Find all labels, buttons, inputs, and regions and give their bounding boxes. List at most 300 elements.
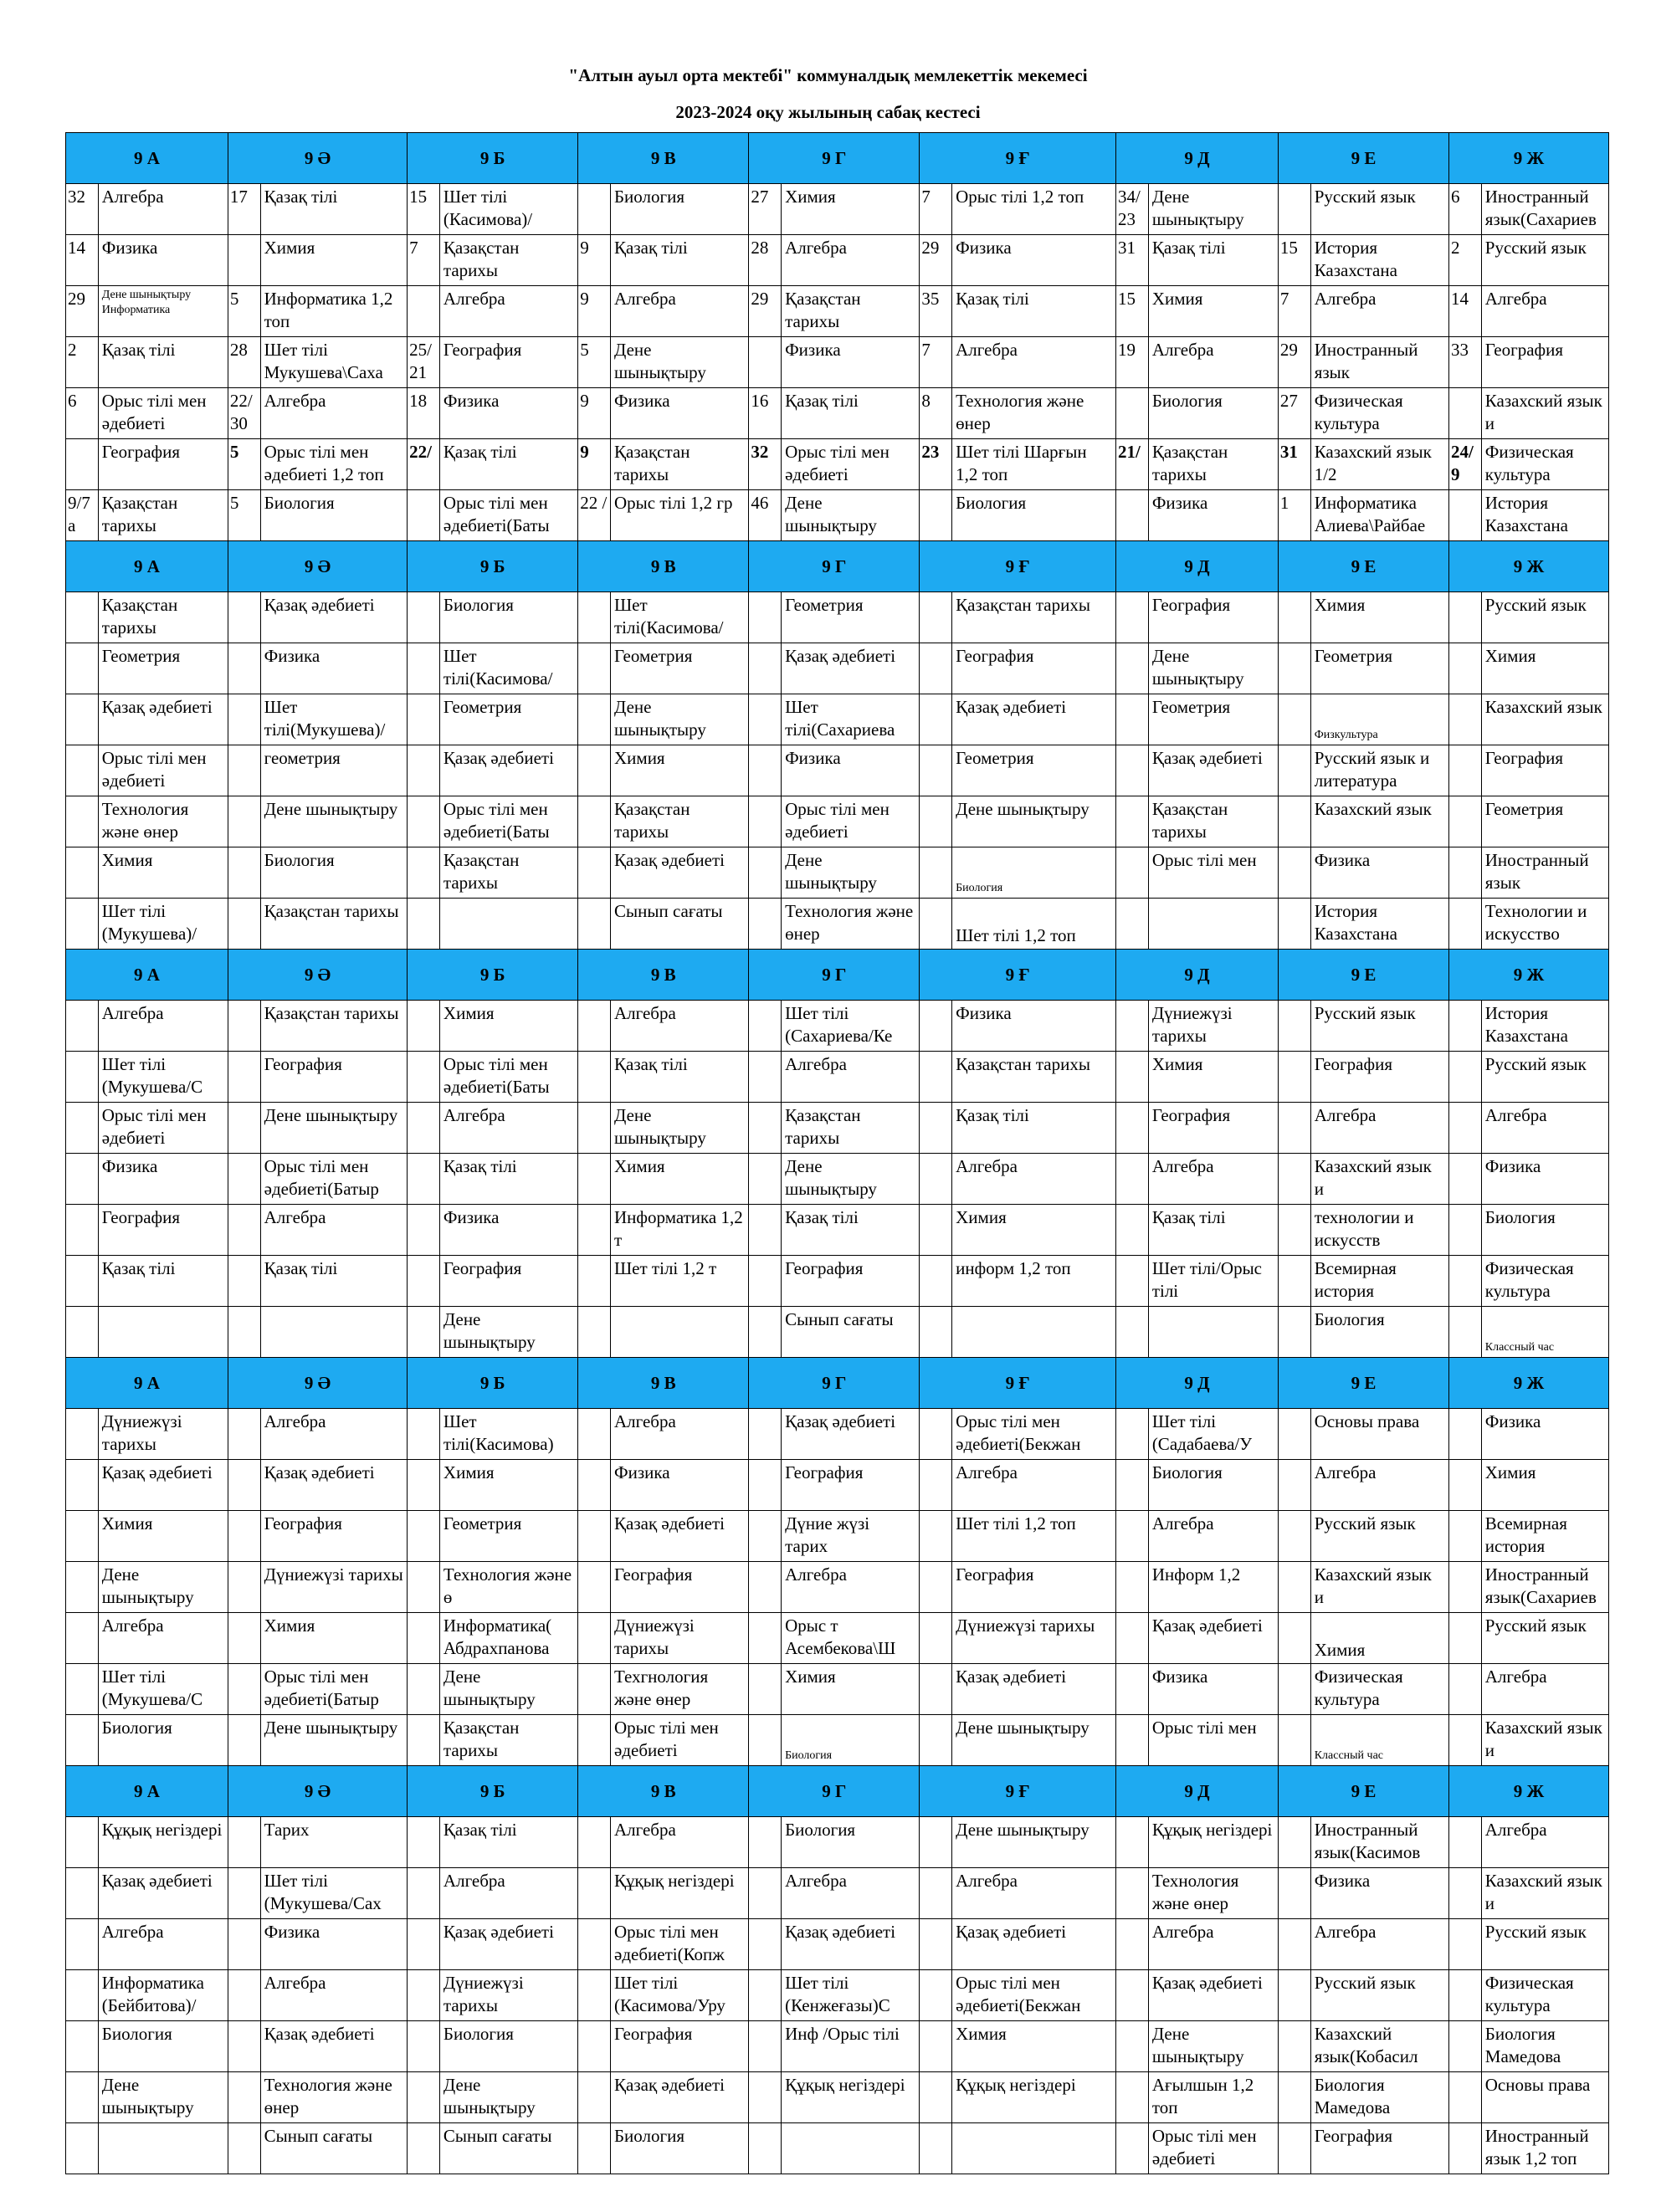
room-number [66, 1154, 99, 1205]
subject-cell: Алгебра [952, 1154, 1116, 1205]
subject-cell: Шет тілі 1,2 топ [952, 899, 1116, 950]
room-number [1449, 490, 1482, 541]
room-number: 35 [920, 286, 952, 337]
room-number [66, 1052, 99, 1103]
subject-cell: Технология және өнер [952, 388, 1116, 439]
subject-cell: Дене шынықтыру [439, 1307, 577, 1358]
subject-cell: Биология [260, 847, 408, 899]
room-number [228, 592, 260, 643]
lesson-row [66, 337, 1609, 388]
subject-cell: Алгебра [1310, 1103, 1448, 1154]
room-number [408, 1613, 440, 1664]
subject-cell: Алгебра [782, 1562, 920, 1613]
subject-cell: Қазақстан тарихы [98, 490, 228, 541]
room-number [1449, 592, 1482, 643]
subject-cell: Қазақ әдебиеті [98, 1460, 228, 1511]
room-number [749, 1205, 782, 1256]
subject-cell: Қазақстан тарихы [611, 796, 749, 847]
subject-cell: Құқық негіздері [611, 1868, 749, 1919]
room-number: 28 [749, 235, 782, 286]
room-number [1449, 2123, 1482, 2174]
room-number [1278, 847, 1310, 899]
room-number [228, 2123, 260, 2174]
subject-cell: Қазақ тілі [98, 1256, 228, 1307]
room-number [66, 2021, 99, 2072]
class-header: 9 Г [749, 950, 920, 1001]
room-number [66, 1562, 99, 1613]
subject-cell [611, 1307, 749, 1358]
class-header: 9 В [578, 1766, 749, 1817]
subject-cell: Орыс тілі мен [1148, 847, 1278, 899]
subject-cell: Қазақ әдебиеті [98, 1868, 228, 1919]
room-number [1278, 1205, 1310, 1256]
room-number: 1 [1278, 490, 1310, 541]
subject-cell: Технологии и искусство [1481, 899, 1608, 950]
room-number [920, 1817, 952, 1868]
subject-cell: Дене шынықтыру [782, 1154, 920, 1205]
subject-cell: Қазақ әдебиеті [439, 745, 577, 796]
room-number [1449, 1562, 1482, 1613]
room-number: 29 [920, 235, 952, 286]
room-number [920, 1001, 952, 1052]
room-number [1449, 1817, 1482, 1868]
room-number [1116, 490, 1149, 541]
room-number [578, 1715, 611, 1766]
subject-cell: Орыс тілі мен [1148, 1715, 1278, 1766]
subject-cell: Қазақстан тарихы [98, 592, 228, 643]
room-number: 9 [578, 439, 611, 490]
room-number [749, 592, 782, 643]
room-number [1449, 388, 1482, 439]
room-number [408, 1664, 440, 1715]
subject-cell: Химия [611, 1154, 749, 1205]
subject-cell: Қазақстан тарихы [952, 1052, 1116, 1103]
lesson-row [66, 1511, 1609, 1562]
subject-cell: География [1310, 1052, 1448, 1103]
room-number [1116, 1001, 1149, 1052]
room-number [1278, 745, 1310, 796]
room-number [1116, 1715, 1149, 1766]
subject-cell: Казахский язык [1310, 796, 1448, 847]
lesson-row [66, 286, 1609, 337]
subject-cell: Информатика (Бейбитова)/ [98, 1970, 228, 2021]
room-number [920, 1409, 952, 1460]
subject-cell: Химия [952, 1205, 1116, 1256]
room-number [228, 694, 260, 745]
room-number [408, 286, 440, 337]
subject-cell: Қазақ әдебиеті [1148, 745, 1278, 796]
room-number [228, 1613, 260, 1664]
room-number [1116, 1562, 1149, 1613]
room-number [578, 1205, 611, 1256]
subject-cell: Орыс тілі мен әдебиеті(Батыр [260, 1154, 408, 1205]
room-number [749, 745, 782, 796]
subject-cell: Орыс тілі мен әдебиеті [782, 796, 920, 847]
room-number [66, 1256, 99, 1307]
subject-cell: Алгебра [952, 337, 1116, 388]
subject-cell: География [1481, 745, 1608, 796]
room-number [749, 1511, 782, 1562]
lesson-row [66, 184, 1609, 235]
room-number [578, 1460, 611, 1511]
subject-cell: Физическая культура [1481, 439, 1608, 490]
subject-cell: Шет тілі(Касимова/ [611, 592, 749, 643]
room-number [920, 847, 952, 899]
room-number [1116, 1205, 1149, 1256]
class-header: 9 Ғ [920, 133, 1116, 184]
lesson-row [66, 1562, 1609, 1613]
subject-cell: Орыс тілі мен әдебиеті(Баты [439, 490, 577, 541]
room-number [1449, 1409, 1482, 1460]
subject-cell: Основы права [1310, 1409, 1448, 1460]
room-number: 7 [1278, 286, 1310, 337]
subject-cell: Алгебра [611, 286, 749, 337]
class-header: 9 Г [749, 1766, 920, 1817]
room-number: 9/7 а [66, 490, 99, 541]
room-number [408, 643, 440, 694]
subject-cell: Иностранный язык(Сахариев [1481, 1562, 1608, 1613]
subject-cell: Қазақ тілі [952, 286, 1116, 337]
room-number [920, 1052, 952, 1103]
subject-cell: Физическая культура [1481, 1970, 1608, 2021]
room-number [578, 745, 611, 796]
subject-cell: Алгебра [611, 1817, 749, 1868]
subject-cell: Орыс тілі мен әдебиеті(Баты [439, 1052, 577, 1103]
lesson-row [66, 643, 1609, 694]
subject-cell: Биология [98, 1715, 228, 1766]
subject-cell [1148, 899, 1278, 950]
subject-cell: Қазақ әдебиеті [1148, 1970, 1278, 2021]
room-number [1116, 1154, 1149, 1205]
class-header: 9 Ғ [920, 541, 1116, 592]
room-number [408, 694, 440, 745]
room-number: 27 [1278, 388, 1310, 439]
subject-cell: Биология Мамедова [1481, 2021, 1608, 2072]
room-number [578, 1511, 611, 1562]
room-number [578, 1868, 611, 1919]
room-number [408, 2021, 440, 2072]
class-header: 9 Ә [228, 133, 407, 184]
room-number [749, 1103, 782, 1154]
room-number: 32 [66, 184, 99, 235]
subject-cell: Шет тілі (Мукушева/С [98, 1664, 228, 1715]
room-number [749, 1919, 782, 1970]
room-number: 7 [920, 184, 952, 235]
subject-cell: Биология [782, 1817, 920, 1868]
room-number [749, 1664, 782, 1715]
class-header: 9 Д [1116, 541, 1279, 592]
subject-cell: Сынып сағаты [439, 2123, 577, 2174]
room-number [66, 1817, 99, 1868]
lesson-row [66, 2123, 1609, 2174]
subject-cell: Орыс тілі мен әдебиеті [98, 1103, 228, 1154]
room-number [1278, 1613, 1310, 1664]
room-number: 21/ [1116, 439, 1149, 490]
subject-cell: Технология және ө [439, 1562, 577, 1613]
room-number [408, 745, 440, 796]
subject-cell: Қазақ әдебиеті [1148, 1613, 1278, 1664]
subject-cell: Ағылшын 1,2 топ [1148, 2072, 1278, 2123]
room-number [1449, 1664, 1482, 1715]
room-number [408, 1511, 440, 1562]
class-header: 9 А [66, 133, 228, 184]
room-number [578, 1664, 611, 1715]
subject-cell: Дүние жүзі тарих [782, 1511, 920, 1562]
subject-cell: Алгебра [260, 388, 408, 439]
room-number [66, 1664, 99, 1715]
lesson-row [66, 2021, 1609, 2072]
room-number [578, 694, 611, 745]
room-number: 29 [749, 286, 782, 337]
room-number [66, 1001, 99, 1052]
class-header: 9 Е [1278, 133, 1448, 184]
subject-cell: Русский язык [1481, 1052, 1608, 1103]
room-number: 28 [228, 337, 260, 388]
subject-cell: Дене шынықтыру [782, 490, 920, 541]
class-header: 9 Д [1116, 1358, 1279, 1409]
subject-cell: Информ 1,2 [1148, 1562, 1278, 1613]
class-header-row [66, 1358, 1609, 1409]
room-number: 22 / [578, 490, 611, 541]
lesson-row [66, 1613, 1609, 1664]
subject-cell: География [782, 1460, 920, 1511]
lesson-row [66, 235, 1609, 286]
subject-cell: Дене шынықтыру [439, 2072, 577, 2123]
class-header: 9 Е [1278, 1766, 1448, 1817]
subject-cell: Всемирная история [1310, 1256, 1448, 1307]
room-number [66, 694, 99, 745]
room-number [920, 1103, 952, 1154]
room-number [749, 2123, 782, 2174]
room-number [408, 1052, 440, 1103]
room-number: 18 [408, 388, 440, 439]
room-number [408, 1970, 440, 2021]
subject-cell: Алгебра [98, 1001, 228, 1052]
room-number: 17 [228, 184, 260, 235]
room-number [749, 1970, 782, 2021]
room-number [1116, 745, 1149, 796]
subject-cell: Физика [1310, 847, 1448, 899]
room-number [1116, 899, 1149, 950]
room-number [749, 1715, 782, 1766]
subject-cell: Орыс тілі мен әдебиеті [1148, 2123, 1278, 2174]
room-number [408, 1409, 440, 1460]
class-header: 9 Г [749, 133, 920, 184]
subject-cell: Казахский язык [1481, 694, 1608, 745]
subject-cell: Технология және өнер [782, 899, 920, 950]
subject-cell: Казахский язык(Кобасил [1310, 2021, 1448, 2072]
room-number: 23 [920, 439, 952, 490]
room-number [66, 847, 99, 899]
subject-cell: Русский язык [1481, 1919, 1608, 1970]
class-header: 9 Г [749, 541, 920, 592]
room-number [1449, 1154, 1482, 1205]
room-number [1116, 1970, 1149, 2021]
subject-cell: Геометрия [782, 592, 920, 643]
room-number [228, 1154, 260, 1205]
class-header: 9 Д [1116, 133, 1279, 184]
room-number [1449, 1970, 1482, 2021]
lesson-row [66, 1307, 1609, 1358]
class-header: 9 Ғ [920, 1766, 1116, 1817]
room-number: 19 [1116, 337, 1149, 388]
subject-cell: Биология [952, 847, 1116, 899]
subject-cell: Химия [782, 184, 920, 235]
lesson-row [66, 1052, 1609, 1103]
room-number: 9 [578, 235, 611, 286]
subject-cell: Химия [439, 1001, 577, 1052]
subject-cell: Қазақ тілі [260, 1256, 408, 1307]
subject-cell [439, 899, 577, 950]
subject-cell: География [439, 1256, 577, 1307]
room-number [1116, 796, 1149, 847]
room-number [749, 2021, 782, 2072]
class-header: 9 А [66, 950, 228, 1001]
subject-cell: Қазақ әдебиеті [952, 694, 1116, 745]
room-number: 33 [1449, 337, 1482, 388]
room-number [408, 490, 440, 541]
subject-cell: Физическая культура [1310, 388, 1448, 439]
room-number: 29 [1278, 337, 1310, 388]
room-number: 7 [920, 337, 952, 388]
subject-cell: Биология [611, 184, 749, 235]
room-number: 15 [1278, 235, 1310, 286]
subject-cell: Дүниежүзі тарихы [611, 1613, 749, 1664]
subject-cell: Алгебра [1481, 1664, 1608, 1715]
room-number: 5 [228, 439, 260, 490]
subject-cell: Химия [782, 1664, 920, 1715]
subject-cell: Қазақ тілі [611, 1052, 749, 1103]
subject-cell: Иностранный язык [1481, 847, 1608, 899]
subject-cell: География [1148, 1103, 1278, 1154]
lesson-row [66, 439, 1609, 490]
subject-cell: Қазақ тілі [782, 388, 920, 439]
room-number [1449, 1460, 1482, 1511]
class-header: 9 В [578, 950, 749, 1001]
room-number [228, 1715, 260, 1766]
room-number [749, 643, 782, 694]
class-header: 9 В [578, 541, 749, 592]
subject-cell: География [611, 2021, 749, 2072]
class-header: 9 Ғ [920, 950, 1116, 1001]
room-number [1116, 2021, 1149, 2072]
subject-cell: Қазақ әдебиеті [439, 1919, 577, 1970]
room-number [408, 2123, 440, 2174]
subject-cell: Қазақ тілі [98, 337, 228, 388]
class-header: 9 Е [1278, 541, 1448, 592]
subject-cell: Құқық негіздері [952, 2072, 1116, 2123]
room-number [66, 643, 99, 694]
room-number [408, 1817, 440, 1868]
room-number [920, 490, 952, 541]
subject-cell: Химия [1310, 1613, 1448, 1664]
room-number [920, 643, 952, 694]
subject-cell: Алгебра [611, 1001, 749, 1052]
subject-cell: Қазақ әдебиеті [260, 2021, 408, 2072]
subject-cell: География [1310, 2123, 1448, 2174]
subject-cell: Дене шынықтыру [611, 1103, 749, 1154]
room-number [408, 1256, 440, 1307]
subject-cell: геометрия [260, 745, 408, 796]
class-header: 9 Ә [228, 1766, 407, 1817]
subject-cell: Шет тілі (Касимова)/ [439, 184, 577, 235]
subject-cell: Геометрия [1481, 796, 1608, 847]
subject-cell: Химия [1481, 1460, 1608, 1511]
subject-cell [98, 1307, 228, 1358]
room-number [749, 847, 782, 899]
room-number [1278, 1307, 1310, 1358]
room-number [408, 1715, 440, 1766]
subject-cell: Дене шынықтыру [1148, 184, 1278, 235]
room-number [1116, 643, 1149, 694]
subject-cell: География [98, 439, 228, 490]
subject-cell: Шет тілі (Мукушева/С [98, 1052, 228, 1103]
subject-cell: Казахский язык и [1481, 1868, 1608, 1919]
subject-cell: Физика [1481, 1154, 1608, 1205]
room-number [920, 1664, 952, 1715]
room-number [920, 2072, 952, 2123]
room-number [66, 1715, 99, 1766]
room-number [1278, 1868, 1310, 1919]
room-number [408, 1205, 440, 1256]
class-header: 9 В [578, 133, 749, 184]
subject-cell: Русский язык [1481, 235, 1608, 286]
room-number [749, 1460, 782, 1511]
subject-cell: информ 1,2 топ [952, 1256, 1116, 1307]
room-number [408, 847, 440, 899]
room-number [749, 1001, 782, 1052]
subject-cell: Орыс тілі мен әдебиеті(Баты [439, 796, 577, 847]
room-number: 24/ 9 [1449, 439, 1482, 490]
subject-cell: Дене шынықтыру [260, 1103, 408, 1154]
subject-cell: Орыс тілі мен әдебиеті [98, 745, 228, 796]
room-number [1278, 1154, 1310, 1205]
room-number [1449, 1256, 1482, 1307]
subject-cell: Физика [952, 1001, 1116, 1052]
subject-cell: Қазақ тілі [439, 1154, 577, 1205]
room-number [1278, 1256, 1310, 1307]
subject-cell: Инф /Орыс тілі [782, 2021, 920, 2072]
room-number [749, 1154, 782, 1205]
subject-cell: Шет тілі(Мукушева)/ [260, 694, 408, 745]
room-number: 14 [66, 235, 99, 286]
room-number [1116, 847, 1149, 899]
class-header: 9 А [66, 541, 228, 592]
subject-cell: Дене шынықтыру [611, 337, 749, 388]
room-number [408, 899, 440, 950]
room-number [228, 2021, 260, 2072]
subject-cell: Геометрия [952, 745, 1116, 796]
room-number [66, 745, 99, 796]
room-number [228, 1970, 260, 2021]
room-number [1116, 1511, 1149, 1562]
subject-cell: Құқық негіздері [1148, 1817, 1278, 1868]
subject-cell: Қазақ тілі [611, 235, 749, 286]
class-header: 9 А [66, 1358, 228, 1409]
room-number [228, 1919, 260, 1970]
room-number [1278, 2072, 1310, 2123]
room-number [1449, 1052, 1482, 1103]
room-number [578, 1307, 611, 1358]
subject-cell: Сынып сағаты [782, 1307, 920, 1358]
lesson-row [66, 1205, 1609, 1256]
room-number: 5 [578, 337, 611, 388]
room-number [1449, 694, 1482, 745]
room-number [920, 899, 952, 950]
subject-cell: Шет тілі/Орыс тілі [1148, 1256, 1278, 1307]
subject-cell: Биология [1310, 1307, 1448, 1358]
room-number [228, 643, 260, 694]
